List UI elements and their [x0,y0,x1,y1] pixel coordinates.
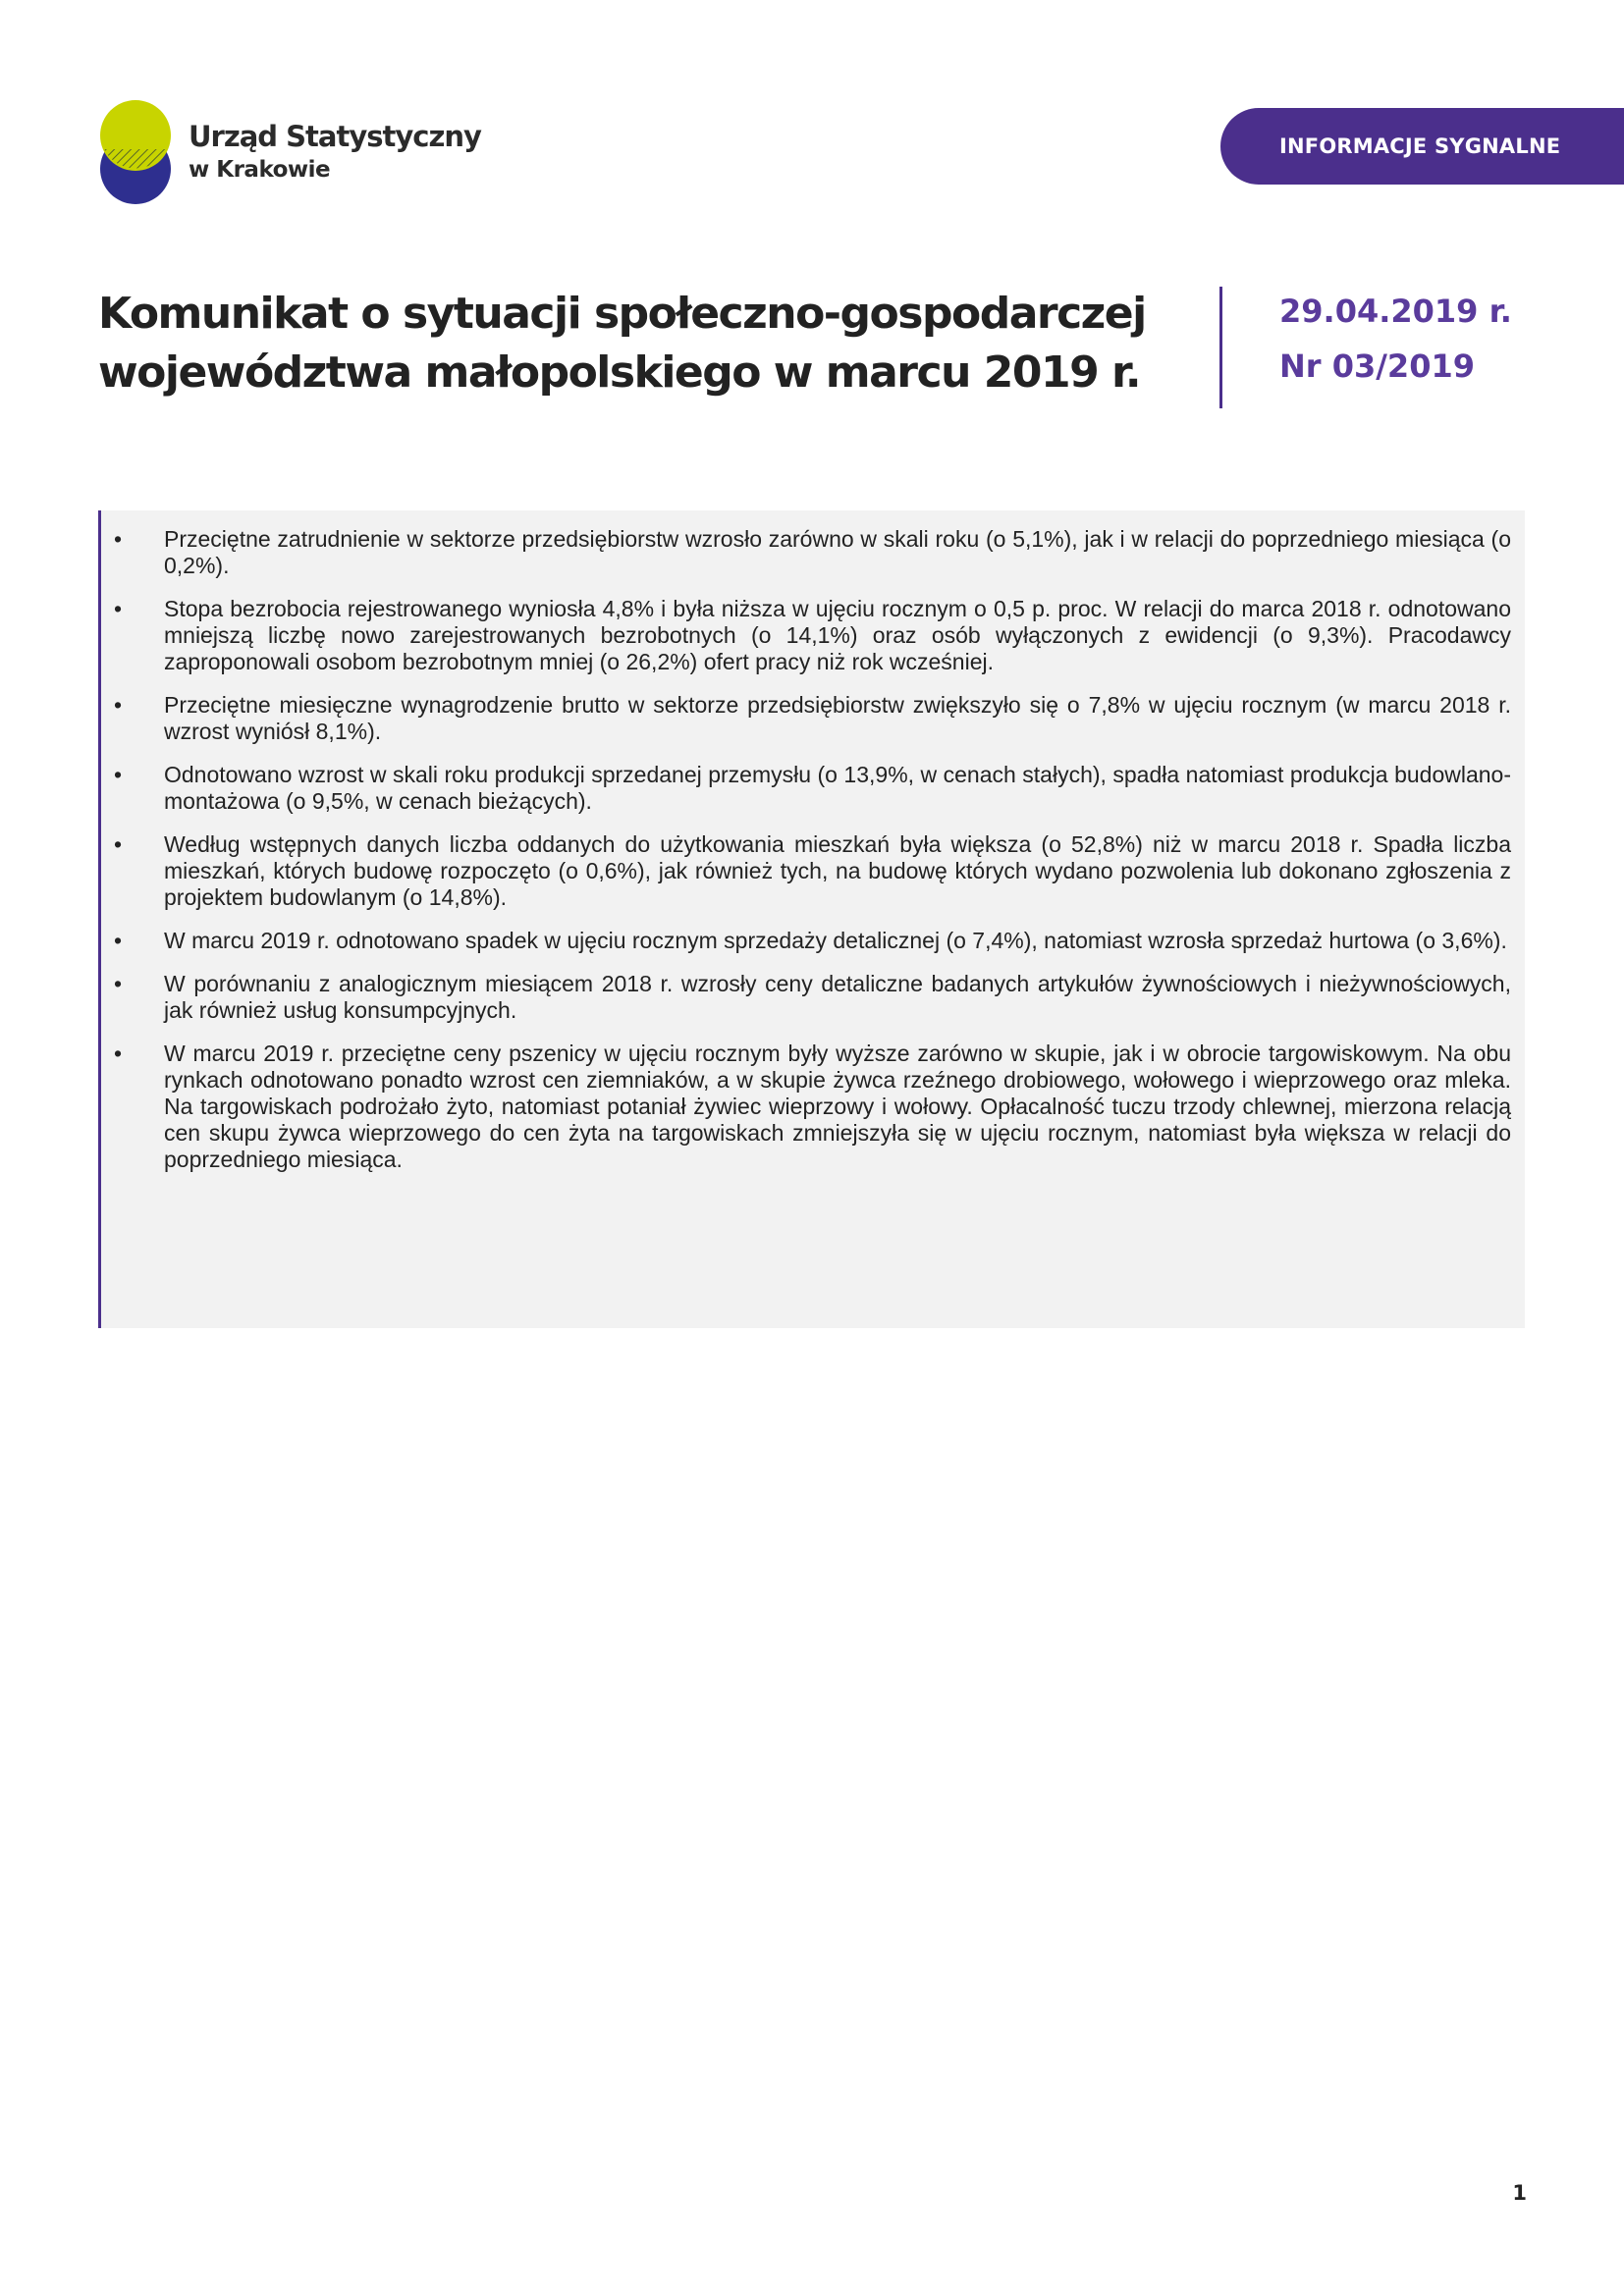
list-item [101,831,1511,911]
list-item [101,971,1511,1024]
title-line-1: Komunikat o sytuacji społeczno-gospodarczej [98,289,1146,339]
category-badge: INFORMACJE SYGNALNE [1220,108,1624,185]
title-divider [1219,287,1222,408]
list-item-text: Według wstępnych danych liczba oddanych do użytkowania mieszkań była większa (o 52,8%) niż w marcu 2018 r. Spadła liczba mieszkań, których budowę rozpoczęto (o 0,6%), jak również tych, na budowę których wydano pozwolenia lub dokonano zgłoszenia z projektem budowlanym (o 14,8%). [164,831,1511,910]
logo-subtitle: w Krakowie [189,157,331,183]
logo [98,98,491,211]
logo-title: Urząd Statystyczny [189,120,481,153]
page-title [98,285,1159,402]
page-number: 1 [1512,2181,1527,2205]
bullet-icon: • [114,831,123,857]
list-item [101,526,1511,579]
list-item-text: Stopa bezrobocia rejestrowanego wyniosła 4,8% i była niższa w ujęciu rocznym o 0,5 p. proc. W relacji do marca 2018 r. odnotowano mniejszą liczbę nowo zarejestrowanych bezrobotnych (o 14,1%) oraz osób wyłączonych z ewidencji (o 9,3%). Pracodawcy zaproponowali osobom bezrobotnym mniej (o 26,2%) ofert pracy niż rok wcześniej. [164,596,1511,674]
statistics-office-logo-icon [98,98,177,208]
list-item-text: Przeciętne miesięczne wynagrodzenie brutto w sektorze przedsiębiorstw zwiększyło się o 7,8% w ujęciu rocznym (w marcu 2018 r. wzrost wyniósł 8,1%). [164,692,1511,744]
highlights-panel [98,510,1525,1328]
bullet-icon: • [114,1041,123,1066]
bullet-icon: • [114,692,123,718]
bullet-icon: • [114,526,123,552]
publication-number: Nr 03/2019 [1279,347,1475,385]
list-item [101,928,1511,954]
highlights-list [101,526,1511,1173]
list-item [101,692,1511,745]
bullet-icon: • [114,928,123,953]
title-line-2: województwa małopolskiego w marcu 2019 r. [98,347,1141,398]
list-item-text: W porównaniu z analogicznym miesiącem 2018 r. wzrosły ceny detaliczne badanych artykułów żywnościowych i nieżywnościowych, jak również usług konsumpcyjnych. [164,971,1511,1023]
bullet-icon: • [114,762,123,787]
bullet-icon: • [114,971,123,996]
publication-date: 29.04.2019 r. [1279,293,1512,330]
list-item-text: Przeciętne zatrudnienie w sektorze przedsiębiorstw wzrosło zarówno w skali roku (o 5,1%), jak i w relacji do poprzedniego miesiąca (o 0,2%). [164,526,1511,578]
list-item-text: W marcu 2019 r. przeciętne ceny pszenicy w ujęciu rocznym były wyższe zarówno w skupie, jak i w obrocie targowiskowym. Na obu rynkach odnotowano ponadto wzrost cen ziemniaków, a w skupie żywca rzeźnego drobiowego, wołowego i wieprzowego oraz mleka. Na targowiskach podrożało żyto, natomiast potaniał żywiec wieprzowy i wołowy. Opłacalność tuczu trzody chlewnej, mierzona relacją cen skupu żywca wieprzowego do cen żyta na targowiskach zmniejszyła się w ujęciu rocznym, natomiast była większa w relacji do poprzedniego miesiąca. [164,1041,1511,1172]
list-item [101,1041,1511,1173]
list-item-text: Odnotowano wzrost w skali roku produkcji sprzedanej przemysłu (o 13,9%, w cenach stałych), spadła natomiast produkcja budowlano-montażowa (o 9,5%, w cenach bieżących). [164,762,1511,814]
list-item-text: W marcu 2019 r. odnotowano spadek w ujęciu rocznym sprzedaży detalicznej (o 7,4%), natomiast wzrosła sprzedaż hurtowa (o 3,6%). [164,928,1507,953]
bullet-icon: • [114,596,123,621]
list-item [101,596,1511,675]
list-item [101,762,1511,815]
